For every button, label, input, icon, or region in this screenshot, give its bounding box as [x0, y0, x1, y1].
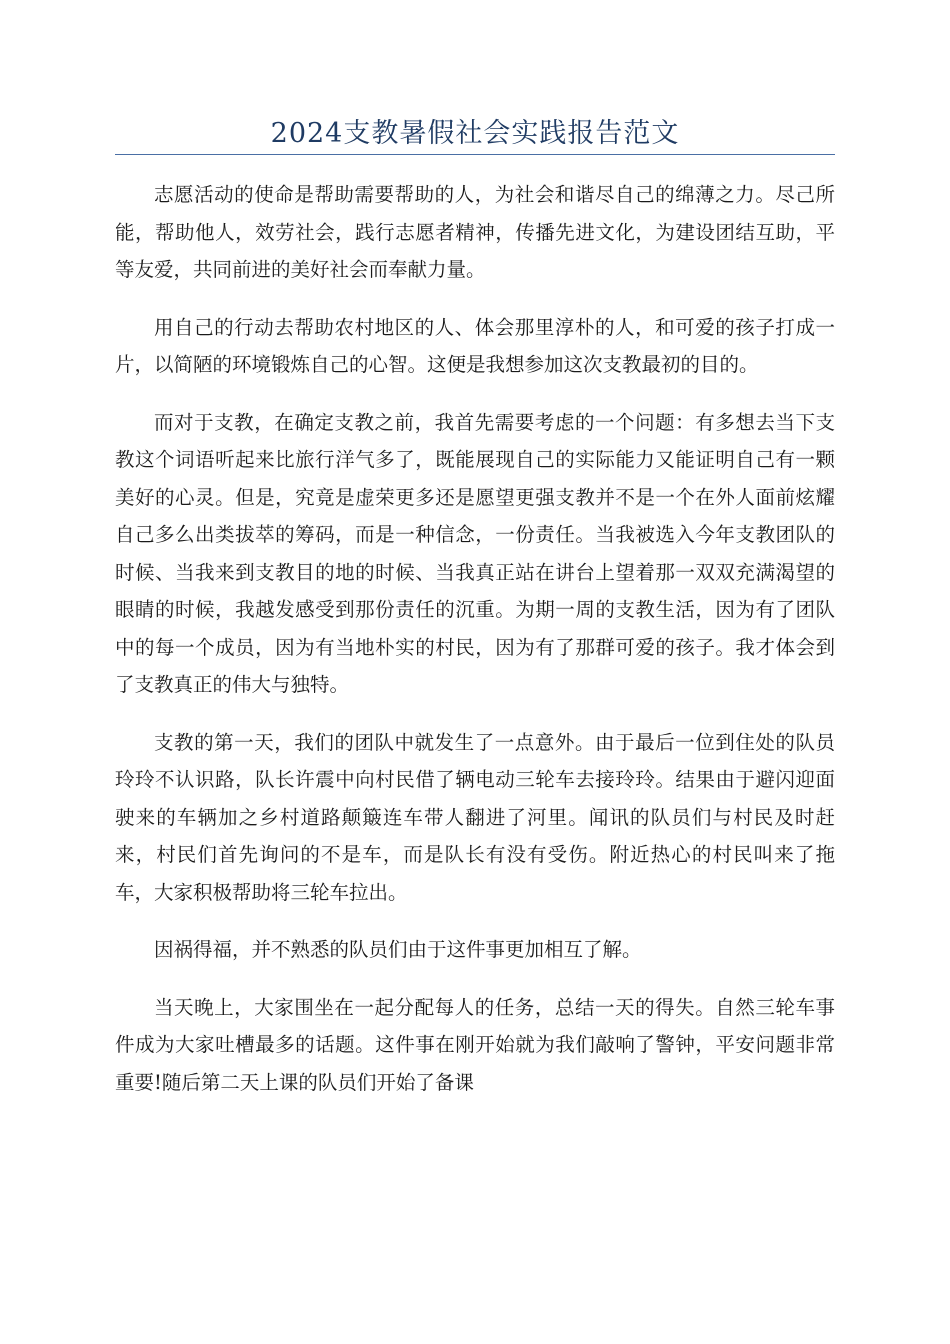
paragraph-1: 志愿活动的使命是帮助需要帮助的人，为社会和谐尽自己的绵薄之力。尽己所能，帮助他人，效劳社会，践行志愿者精神，传播先进文化，为建设团结互助，平等友爱，共同前进的美好社会而奉献力量。: [115, 183, 835, 281]
paragraph-3: 而对于支教，在确定支教之前，我首先需要考虑的一个问题：有多想去当下支教这个词语听起来比旅行洋气多了，既能展现自己的实际能力又能证明自己有一颗美好的心灵。但是，究竟是虚荣更多还是愿望更强支教并不是一个在外人面前炫耀自己多么出类拔萃的筹码，而是一种信念，一份责任。当我被选入今年支教团队的时候、当我来到支教目的地的时候、当我真正站在讲台上望着那一双双充满渴望的眼睛的时候，我越发感受到那份责任的沉重。为期一周的支教生活，因为有了团队中的每一个成员，因为有当地朴实的村民，因为有了那群可爱的孩子。我才体会到了支教真正的伟大与独特。: [115, 410, 835, 696]
title-underline: [115, 154, 835, 155]
paragraph-2: 用自己的行动去帮助农村地区的人、体会那里淳朴的人，和可爱的孩子打成一片，以简陋的环境锻炼自己的心智。这便是我想参加这次支教最初的目的。: [115, 315, 835, 376]
document-title: 2024支教暑假社会实践报告范文: [270, 118, 680, 149]
paragraph-6: 当天晚上，大家围坐在一起分配每人的任务，总结一天的得失。自然三轮车事件成为大家吐槽最多的话题。这件事在刚开始就为我们敲响了警钟，平安问题非常重要!随后第二天上课的队员们开始了备课: [115, 995, 835, 1094]
paragraph-5: 因祸得福，并不熟悉的队员们由于这件事更加相互了解。: [154, 938, 642, 961]
paragraph-4: 支教的第一天，我们的团队中就发生了一点意外。由于最后一位到住处的队员玲玲不认识路，队长许震中向村民借了辆电动三轮车去接玲玲。结果由于避闪迎面驶来的车辆加之乡村道路颠簸连车带人翻进了河里。闻讯的队员们与村民及时赶来，村民们首先询问的不是车，而是队长有没有受伤。附近热心的村民叫来了拖车，大家积极帮助将三轮车拉出。: [115, 730, 835, 904]
document-body: [115, 176, 835, 1121]
